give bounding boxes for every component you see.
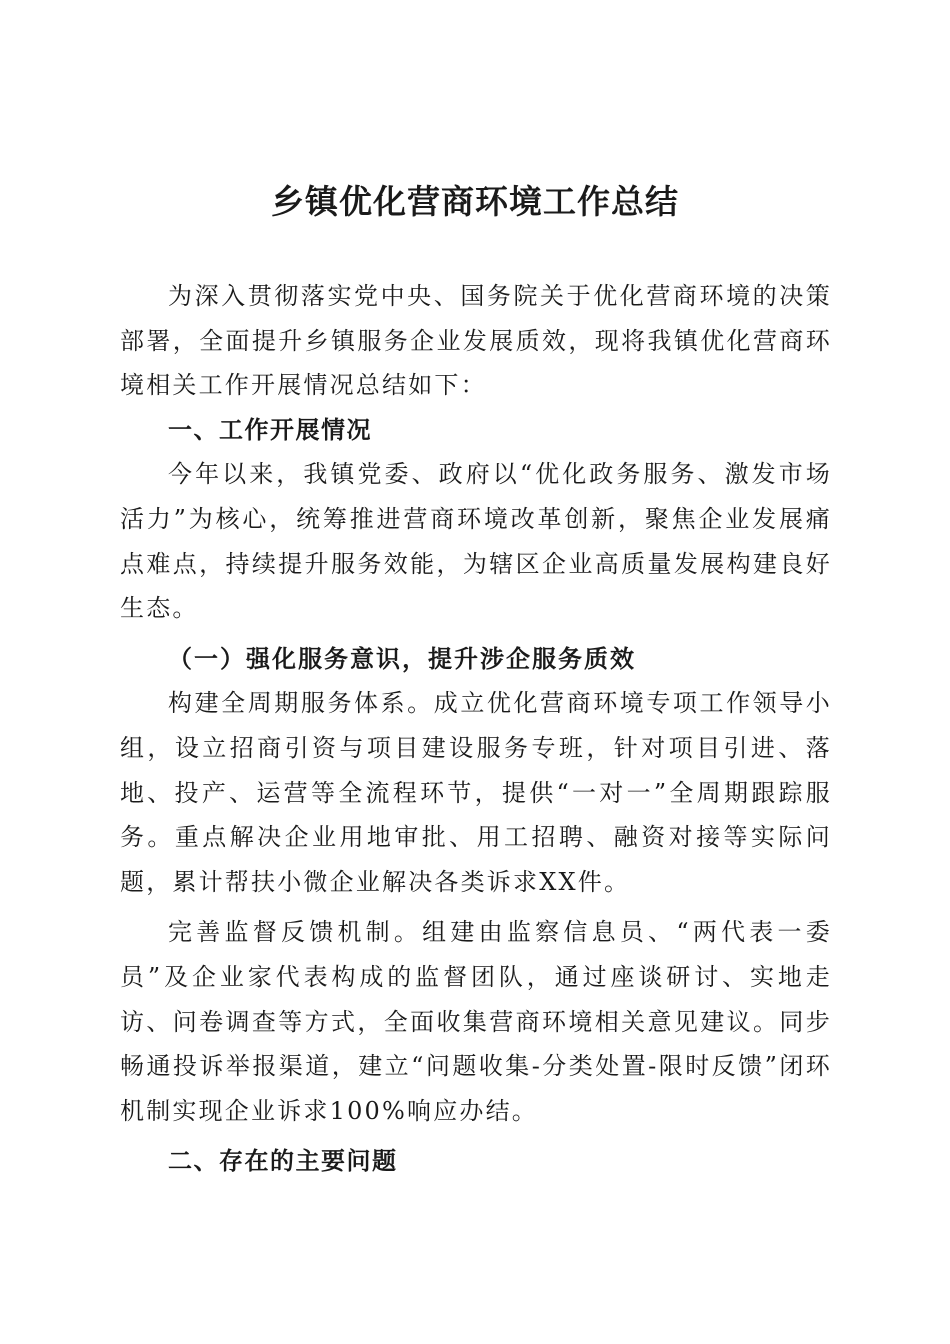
section-heading-1: 一、工作开展情况 [168, 415, 372, 444]
subsection-heading-1: （一）强化服务意识，提升涉企服务质效 [168, 643, 636, 673]
subsection1-paragraph-1: 构建全周期服务体系。成立优化营商环境专项工作领导小组，设立招商引资与项目建设服务专班，针对项目引进、落地、投产、运营等全流程环节，提供“一对一”全周期跟踪服务。重点解决企业用地审批、用工招聘、融资对接等实际问题，累计帮扶小微企业解决各类诉求XX件。 [120, 689, 832, 896]
section-heading-2: 二、存在的主要问题 [168, 1147, 398, 1176]
document-body [120, 274, 832, 1184]
document-title: 乡镇优化营商环境工作总结 [271, 182, 679, 221]
subsection1-paragraph-2: 完善监督反馈机制。组建由监察信息员、“两代表一委员”及企业家代表构成的监督团队，通过座谈研讨、实地走访、问卷调查等方式，全面收集营商环境相关意见建议。同步畅通投诉举报渠道，建立“问题收集-分类处置-限时反馈”闭环机制实现企业诉求100%响应办结。 [120, 918, 832, 1125]
intro-paragraph: 为深入贯彻落实党中央、国务院关于优化营商环境的决策部署，全面提升乡镇服务企业发展质效，现将我镇优化营商环境相关工作开展情况总结如下： [120, 282, 832, 400]
section1-paragraph: 今年以来，我镇党委、政府以“优化政务服务、激发市场活力”为核心，统筹推进营商环境改革创新，聚焦企业发展痛点难点，持续提升服务效能，为辖区企业高质量发展构建良好生态。 [120, 460, 832, 623]
